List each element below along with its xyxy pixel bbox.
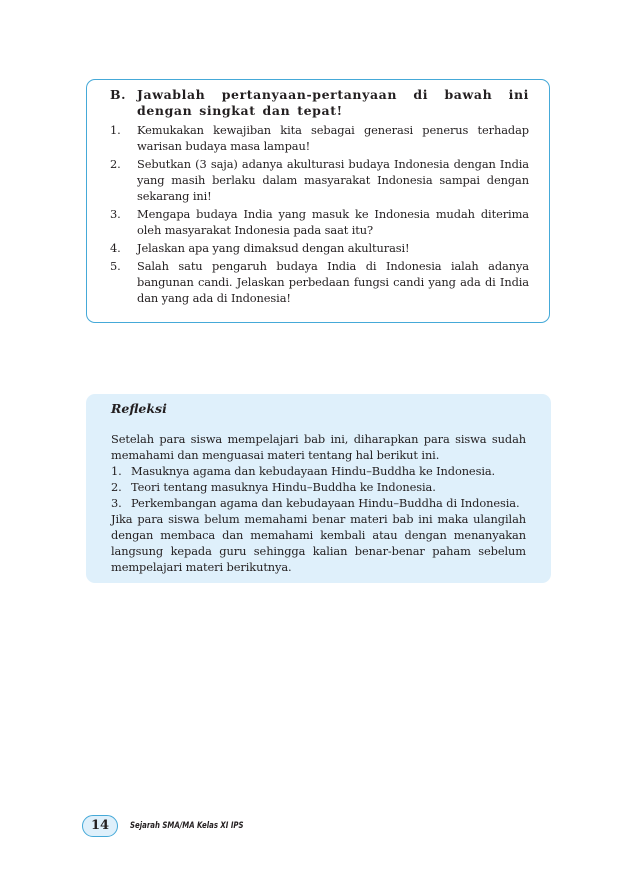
reflection-intro-line: Setelah para siswa mempelajari bab ini, diharapkan para siswa sudah — [111, 432, 526, 446]
reflection-closing-line: Jika para siswa belum memahami benar materi bab ini maka ulangilah — [111, 512, 526, 526]
exercise-box — [86, 79, 550, 323]
exercise-heading — [110, 87, 529, 119]
reflection-item-number: 3. — [111, 496, 122, 510]
question-number: 2. — [110, 157, 121, 171]
exercise-section-label: B. — [110, 87, 127, 102]
question-item — [110, 206, 529, 238]
reflection-item-text: Masuknya agama dan kebudayaan Hindu–Buddha ke Indonesia. — [131, 464, 496, 478]
reflection-title: Refleksi — [111, 401, 167, 416]
question-text: Salah satu pengaruh budaya India di Indonesia ialah adanya bangunan candi. Jelaskan perbedaan fungsi candi yang ada di India dan yang ada di Indonesia! — [137, 259, 529, 305]
question-number: 1. — [110, 123, 121, 137]
reflection-box — [86, 394, 551, 583]
question-text: Mengapa budaya India yang masuk ke Indonesia mudah diterima oleh masyarakat Indonesia pada saat itu? — [137, 207, 529, 237]
reflection-closing-line: langsung kepada guru sehingga kalian benar-benar paham sebelum — [111, 544, 526, 558]
reflection-item-text: Teori tentang masuknya Hindu–Buddha ke Indonesia. — [131, 480, 436, 494]
question-item — [110, 156, 529, 204]
reflection-item — [111, 479, 526, 495]
reflection-item — [111, 463, 526, 479]
page-number: 14 — [82, 815, 118, 837]
running-footer-title: Sejarah SMA/MA Kelas XI IPS — [130, 821, 244, 831]
exercise-instruction: Jawablah pertanyaan-pertanyaan di bawah ini dengan singkat dan tepat! — [137, 87, 529, 118]
question-text: Kemukakan kewajiban kita sebagai generasi penerus terhadap warisan budaya masa lampau! — [137, 123, 529, 153]
reflection-item — [111, 495, 526, 511]
question-text: Jelaskan apa yang dimaksud dengan akulturasi! — [137, 241, 410, 255]
reflection-closing-line: mempelajari materi berikutnya. — [111, 560, 292, 574]
question-number: 3. — [110, 207, 121, 221]
reflection-item-number: 2. — [111, 480, 122, 494]
reflection-item-number: 1. — [111, 464, 122, 478]
question-number: 5. — [110, 259, 121, 273]
reflection-closing-line: dengan membaca dan memahami kembali atau dengan menanyakan — [111, 528, 526, 542]
question-list — [110, 122, 529, 306]
question-item — [110, 240, 529, 256]
question-text: Sebutkan (3 saja) adanya akulturasi budaya Indonesia dengan India yang masih berlaku dalam masyarakat Indonesia sampai dengan sekarang ini! — [137, 157, 529, 203]
question-item — [110, 122, 529, 154]
question-number: 4. — [110, 241, 121, 255]
reflection-intro-line: memahami dan menguasai materi tentang hal berikut ini. — [111, 448, 440, 462]
question-item — [110, 258, 529, 306]
reflection-item-text: Perkembangan agama dan kebudayaan Hindu–Buddha di Indonesia. — [131, 496, 520, 510]
